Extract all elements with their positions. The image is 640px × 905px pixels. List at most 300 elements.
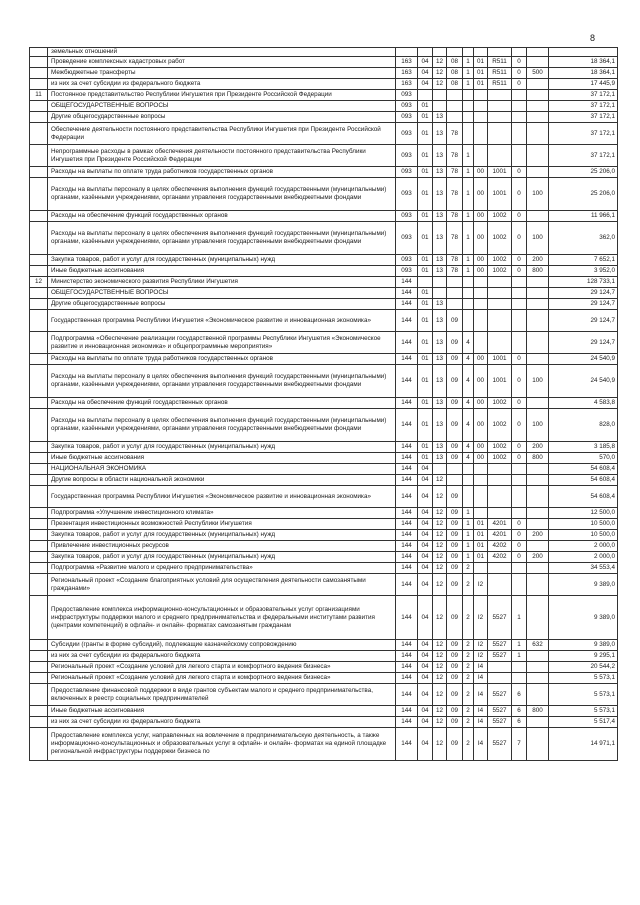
code-subsection: 12: [433, 57, 447, 68]
amount: 9 295,1: [549, 651, 618, 662]
code-program: 78: [447, 222, 463, 255]
item-name: из них за счет субсидии из федерального бюджета: [48, 79, 396, 90]
item-name: Закупка товаров, работ и услуг для государственных (муниципальных) нужд: [48, 255, 396, 266]
code-expense-type: 500: [527, 68, 549, 79]
row-number: [30, 57, 48, 68]
code-project: [474, 299, 488, 310]
code-subsection: 12: [433, 574, 447, 596]
code-expense-type: [527, 574, 549, 596]
code-direction-suffix: [512, 563, 527, 574]
table-row: [30, 398, 618, 409]
row-number: [30, 178, 48, 211]
code-direction: 4202: [488, 552, 512, 563]
code-program: 09: [447, 552, 463, 563]
code-program: 09: [447, 354, 463, 365]
item-name: Расходы на выплаты по оплате труда работников государственных органов: [48, 354, 396, 365]
table-row: [30, 475, 618, 486]
table-row: [30, 145, 618, 167]
code-expense-type: [527, 673, 549, 684]
code-expense-type: 100: [527, 222, 549, 255]
code-direction-suffix: 0: [512, 68, 527, 79]
code-direction-suffix: 0: [512, 398, 527, 409]
code-subsection: 13: [433, 112, 447, 123]
code-expense-type: 100: [527, 409, 549, 442]
code-program: 09: [447, 728, 463, 761]
code-expense-type: [527, 299, 549, 310]
code-subprogram: 4: [463, 332, 474, 354]
code-subsection: 13: [433, 266, 447, 277]
code-section: 04: [418, 563, 433, 574]
code-subprogram: 2: [463, 563, 474, 574]
code-glava: 144: [396, 530, 418, 541]
code-project: [474, 145, 488, 167]
code-program: 09: [447, 508, 463, 519]
code-direction: 4201: [488, 519, 512, 530]
code-direction: [488, 310, 512, 332]
code-subprogram: 1: [463, 79, 474, 90]
code-glava: 144: [396, 299, 418, 310]
amount: 2 000,0: [549, 541, 618, 552]
code-glava: 163: [396, 79, 418, 90]
table-row: [30, 552, 618, 563]
code-expense-type: 200: [527, 552, 549, 563]
code-project: 00: [474, 167, 488, 178]
item-name: Расходы на выплаты персоналу в целях обеспечения выполнения функций государственными (муниципальными) органами, казёнными учреждениями, органами управления государственными внебюджетными фондами: [48, 365, 396, 398]
code-section: 04: [418, 475, 433, 486]
code-subprogram: 4: [463, 442, 474, 453]
row-number: [30, 48, 48, 57]
code-subsection: 13: [433, 310, 447, 332]
code-expense-type: [527, 596, 549, 640]
code-subprogram: 1: [463, 541, 474, 552]
item-name: Иные бюджетные ассигнования: [48, 453, 396, 464]
code-subsection: 12: [433, 541, 447, 552]
code-project: 01: [474, 530, 488, 541]
code-project: 00: [474, 365, 488, 398]
code-subprogram: 1: [463, 178, 474, 211]
amount: 54 608,4: [549, 464, 618, 475]
row-number: [30, 640, 48, 651]
code-expense-type: [527, 57, 549, 68]
table-row: [30, 48, 618, 57]
code-section: 01: [418, 398, 433, 409]
row-number: [30, 332, 48, 354]
code-subprogram: [463, 48, 474, 57]
amount: 29 124,7: [549, 332, 618, 354]
amount: 10 500,0: [549, 519, 618, 530]
code-section: 04: [418, 508, 433, 519]
table-row: [30, 486, 618, 508]
code-direction-suffix: 1: [512, 596, 527, 640]
table-row: [30, 79, 618, 90]
code-direction: 1002: [488, 409, 512, 442]
code-subprogram: 2: [463, 662, 474, 673]
item-name: Региональный проект «Создание условий для легкого старта и комфортного ведения бизнеса»: [48, 662, 396, 673]
row-number: [30, 211, 48, 222]
code-direction-suffix: [512, 574, 527, 596]
code-subprogram: 4: [463, 365, 474, 398]
table-row: [30, 464, 618, 475]
code-program: 78: [447, 145, 463, 167]
row-number: [30, 728, 48, 761]
code-subsection: 13: [433, 398, 447, 409]
code-project: 00: [474, 266, 488, 277]
code-subsection: [433, 48, 447, 57]
code-subsection: 13: [433, 453, 447, 464]
item-name: ОБЩЕГОСУДАРСТВЕННЫЕ ВОПРОСЫ: [48, 101, 396, 112]
code-expense-type: [527, 717, 549, 728]
row-number: [30, 464, 48, 475]
row-number: [30, 222, 48, 255]
code-section: 01: [418, 145, 433, 167]
code-glava: 144: [396, 365, 418, 398]
code-glava: 144: [396, 541, 418, 552]
table-row: [30, 662, 618, 673]
code-project: [474, 332, 488, 354]
amount: 54 608,4: [549, 486, 618, 508]
code-glava: 144: [396, 640, 418, 651]
item-name: НАЦИОНАЛЬНАЯ ЭКОНОМИКА: [48, 464, 396, 475]
item-name: Подпрограмма «Обеспечение реализации государственной программы Республики Ингушетия «Экономическое развитие и инновационная экономика» и общепрограммные мероприятия»: [48, 332, 396, 354]
table-row: [30, 706, 618, 717]
code-subprogram: 4: [463, 398, 474, 409]
amount: 9 389,0: [549, 574, 618, 596]
table-row: [30, 68, 618, 79]
code-subprogram: [463, 123, 474, 145]
code-expense-type: 800: [527, 453, 549, 464]
code-project: I4: [474, 706, 488, 717]
code-glava: 163: [396, 57, 418, 68]
code-direction-suffix: 0: [512, 409, 527, 442]
row-number: [30, 167, 48, 178]
amount: 37 172,1: [549, 123, 618, 145]
table-row: [30, 123, 618, 145]
table-row: [30, 332, 618, 354]
code-subsection: 12: [433, 640, 447, 651]
item-name: Расходы на выплаты персоналу в целях обеспечения выполнения функций государственными (муниципальными) органами, казёнными учреждениями, органами управления государственными внебюджетными фондами: [48, 178, 396, 211]
item-name: Другие общегосударственные вопросы: [48, 112, 396, 123]
item-name: Расходы на выплаты персоналу в целях обеспечения выполнения функций государственными (муниципальными) органами, казёнными учреждениями, органами управления государственными внебюджетными фондами: [48, 222, 396, 255]
code-expense-type: [527, 486, 549, 508]
code-expense-type: 200: [527, 442, 549, 453]
code-glava: 093: [396, 255, 418, 266]
row-number: [30, 112, 48, 123]
code-project: [474, 123, 488, 145]
code-glava: 144: [396, 596, 418, 640]
code-section: 04: [418, 486, 433, 508]
amount: 37 172,1: [549, 112, 618, 123]
code-direction: 1002: [488, 211, 512, 222]
code-program: 78: [447, 178, 463, 211]
code-direction: 1002: [488, 222, 512, 255]
code-glava: 093: [396, 211, 418, 222]
table-row: [30, 167, 618, 178]
code-subprogram: [463, 475, 474, 486]
table-row: [30, 508, 618, 519]
table-row: [30, 409, 618, 442]
row-number: [30, 288, 48, 299]
code-subsection: [433, 90, 447, 101]
code-expense-type: 800: [527, 706, 549, 717]
table-row: [30, 112, 618, 123]
code-project: I4: [474, 662, 488, 673]
code-direction-suffix: 0: [512, 211, 527, 222]
row-number: [30, 684, 48, 706]
row-number: [30, 706, 48, 717]
code-section: 01: [418, 365, 433, 398]
code-glava: 144: [396, 464, 418, 475]
code-project: I4: [474, 728, 488, 761]
row-number: [30, 673, 48, 684]
code-direction: 1001: [488, 167, 512, 178]
code-glava: 144: [396, 398, 418, 409]
item-name: Региональный проект «Создание благоприятных условий для осуществления деятельности самозанятыми гражданами»: [48, 574, 396, 596]
item-name: ОБЩЕГОСУДАРСТВЕННЫЕ ВОПРОСЫ: [48, 288, 396, 299]
row-number: [30, 662, 48, 673]
code-direction: [488, 101, 512, 112]
code-project: [474, 464, 488, 475]
code-direction: 5527: [488, 651, 512, 662]
code-expense-type: [527, 332, 549, 354]
code-subprogram: 1: [463, 266, 474, 277]
code-program: 09: [447, 409, 463, 442]
item-name: Государственная программа Республики Ингушетия «Экономическое развитие и инновационная экономика»: [48, 486, 396, 508]
code-subprogram: 1: [463, 255, 474, 266]
table-row: [30, 255, 618, 266]
code-program: 09: [447, 486, 463, 508]
code-program: 09: [447, 640, 463, 651]
code-section: 04: [418, 79, 433, 90]
code-expense-type: [527, 519, 549, 530]
code-section: 04: [418, 541, 433, 552]
amount: 25 206,0: [549, 167, 618, 178]
code-subprogram: 1: [463, 211, 474, 222]
code-program: 78: [447, 167, 463, 178]
code-subprogram: 4: [463, 409, 474, 442]
amount: 5 517,4: [549, 717, 618, 728]
code-direction-suffix: [512, 299, 527, 310]
code-subsection: [433, 464, 447, 475]
code-direction: [488, 299, 512, 310]
code-direction: 4202: [488, 541, 512, 552]
table-row: [30, 519, 618, 530]
code-direction-suffix: [512, 112, 527, 123]
code-direction-suffix: [512, 486, 527, 508]
code-direction: [488, 48, 512, 57]
code-expense-type: [527, 398, 549, 409]
row-number: [30, 453, 48, 464]
code-glava: 093: [396, 178, 418, 211]
row-number: [30, 475, 48, 486]
code-program: [447, 475, 463, 486]
code-direction: R511: [488, 57, 512, 68]
code-direction-suffix: [512, 101, 527, 112]
table-row: [30, 442, 618, 453]
code-subprogram: 2: [463, 574, 474, 596]
code-subsection: 12: [433, 563, 447, 574]
code-section: 04: [418, 57, 433, 68]
code-project: 00: [474, 255, 488, 266]
budget-table: [29, 47, 618, 761]
item-name: Закупка товаров, работ и услуг для государственных (муниципальных) нужд: [48, 442, 396, 453]
code-glava: 093: [396, 123, 418, 145]
row-number: [30, 79, 48, 90]
amount: 29 124,7: [549, 288, 618, 299]
code-section: 04: [418, 519, 433, 530]
code-program: [447, 101, 463, 112]
code-section: [418, 90, 433, 101]
code-subprogram: 2: [463, 717, 474, 728]
code-program: [447, 90, 463, 101]
code-direction: 4201: [488, 530, 512, 541]
code-expense-type: [527, 101, 549, 112]
amount: 4 583,8: [549, 398, 618, 409]
code-expense-type: 800: [527, 266, 549, 277]
row-number: [30, 486, 48, 508]
code-direction-suffix: 0: [512, 442, 527, 453]
row-number: [30, 442, 48, 453]
code-subprogram: 1: [463, 519, 474, 530]
amount: 37 172,1: [549, 101, 618, 112]
code-section: 04: [418, 717, 433, 728]
code-program: 09: [447, 541, 463, 552]
code-subsection: 13: [433, 211, 447, 222]
code-glava: 144: [396, 354, 418, 365]
amount: 54 608,4: [549, 475, 618, 486]
code-project: [474, 486, 488, 508]
code-direction: 1002: [488, 255, 512, 266]
code-direction: 1001: [488, 178, 512, 211]
code-subsection: 13: [433, 332, 447, 354]
amount: 570,0: [549, 453, 618, 464]
code-glava: 093: [396, 266, 418, 277]
code-project: [474, 508, 488, 519]
code-subsection: 13: [433, 442, 447, 453]
item-name: Подпрограмма «Улучшение инвестиционного климата»: [48, 508, 396, 519]
table-row: [30, 299, 618, 310]
row-number: [30, 552, 48, 563]
amount: 29 124,7: [549, 310, 618, 332]
code-expense-type: 200: [527, 255, 549, 266]
code-subsection: 12: [433, 673, 447, 684]
code-subprogram: [463, 90, 474, 101]
code-subsection: 12: [433, 519, 447, 530]
code-project: 01: [474, 57, 488, 68]
code-direction: R511: [488, 79, 512, 90]
code-project: 00: [474, 178, 488, 211]
amount: 11 966,1: [549, 211, 618, 222]
amount: 29 124,7: [549, 299, 618, 310]
code-project: 01: [474, 79, 488, 90]
code-direction: 5527: [488, 684, 512, 706]
code-direction: [488, 563, 512, 574]
code-program: 78: [447, 266, 463, 277]
code-direction: R511: [488, 68, 512, 79]
amount: 2 000,0: [549, 552, 618, 563]
code-program: 09: [447, 453, 463, 464]
code-project: 00: [474, 398, 488, 409]
code-section: 04: [418, 706, 433, 717]
item-name: Предоставление финансовой поддержки в виде грантов субъектам малого и среднего предпринимательства, включенных в реестр социальных предпринимателей: [48, 684, 396, 706]
code-program: [447, 288, 463, 299]
code-program: 09: [447, 365, 463, 398]
code-direction-suffix: 0: [512, 79, 527, 90]
code-direction-suffix: 0: [512, 541, 527, 552]
code-glava: 144: [396, 486, 418, 508]
code-subprogram: [463, 299, 474, 310]
table-row: [30, 453, 618, 464]
table-row: [30, 640, 618, 651]
code-section: 01: [418, 101, 433, 112]
code-project: 00: [474, 453, 488, 464]
code-section: 04: [418, 684, 433, 706]
code-subprogram: 2: [463, 706, 474, 717]
table-row: [30, 728, 618, 761]
code-section: 01: [418, 354, 433, 365]
code-subsection: 12: [433, 508, 447, 519]
code-subsection: 12: [433, 530, 447, 541]
code-direction-suffix: 0: [512, 552, 527, 563]
code-glava: 093: [396, 145, 418, 167]
amount: 14 971,1: [549, 728, 618, 761]
code-program: [447, 464, 463, 475]
code-glava: 144: [396, 409, 418, 442]
code-direction-suffix: 0: [512, 178, 527, 211]
code-expense-type: [527, 310, 549, 332]
code-project: 00: [474, 211, 488, 222]
code-project: [474, 90, 488, 101]
code-section: 01: [418, 222, 433, 255]
amount: 5 573,1: [549, 673, 618, 684]
amount: 10 500,0: [549, 530, 618, 541]
code-project: [474, 101, 488, 112]
code-section: 01: [418, 288, 433, 299]
code-direction-suffix: 1: [512, 640, 527, 651]
code-direction-suffix: 7: [512, 728, 527, 761]
amount: 128 733,1: [549, 277, 618, 288]
code-project: [474, 112, 488, 123]
row-number: [30, 508, 48, 519]
code-section: 01: [418, 123, 433, 145]
row-number: [30, 123, 48, 145]
code-program: 78: [447, 211, 463, 222]
code-direction-suffix: 0: [512, 255, 527, 266]
code-subsection: 13: [433, 299, 447, 310]
code-project: [474, 475, 488, 486]
code-project: 01: [474, 519, 488, 530]
code-direction: [488, 332, 512, 354]
code-direction-suffix: [512, 332, 527, 354]
code-project: I2: [474, 651, 488, 662]
item-name: Межбюджетные трансферты: [48, 68, 396, 79]
code-project: [474, 563, 488, 574]
code-glava: 144: [396, 706, 418, 717]
item-name: Региональный проект «Создание условий для легкого старта и комфортного ведения бизнеса»: [48, 673, 396, 684]
code-project: 01: [474, 68, 488, 79]
code-glava: 144: [396, 442, 418, 453]
row-number: [30, 717, 48, 728]
code-direction: [488, 112, 512, 123]
item-name: Обеспечение деятельности постоянного представительства Республики Ингушетия при Президенте Российской Федерации: [48, 123, 396, 145]
code-glava: 144: [396, 277, 418, 288]
code-glava: 093: [396, 101, 418, 112]
table-row: [30, 310, 618, 332]
code-subprogram: 1: [463, 508, 474, 519]
code-glava: 144: [396, 519, 418, 530]
code-project: [474, 288, 488, 299]
table-row: [30, 57, 618, 68]
item-name: Государственная программа Республики Ингушетия «Экономическое развитие и инновационная экономика»: [48, 310, 396, 332]
